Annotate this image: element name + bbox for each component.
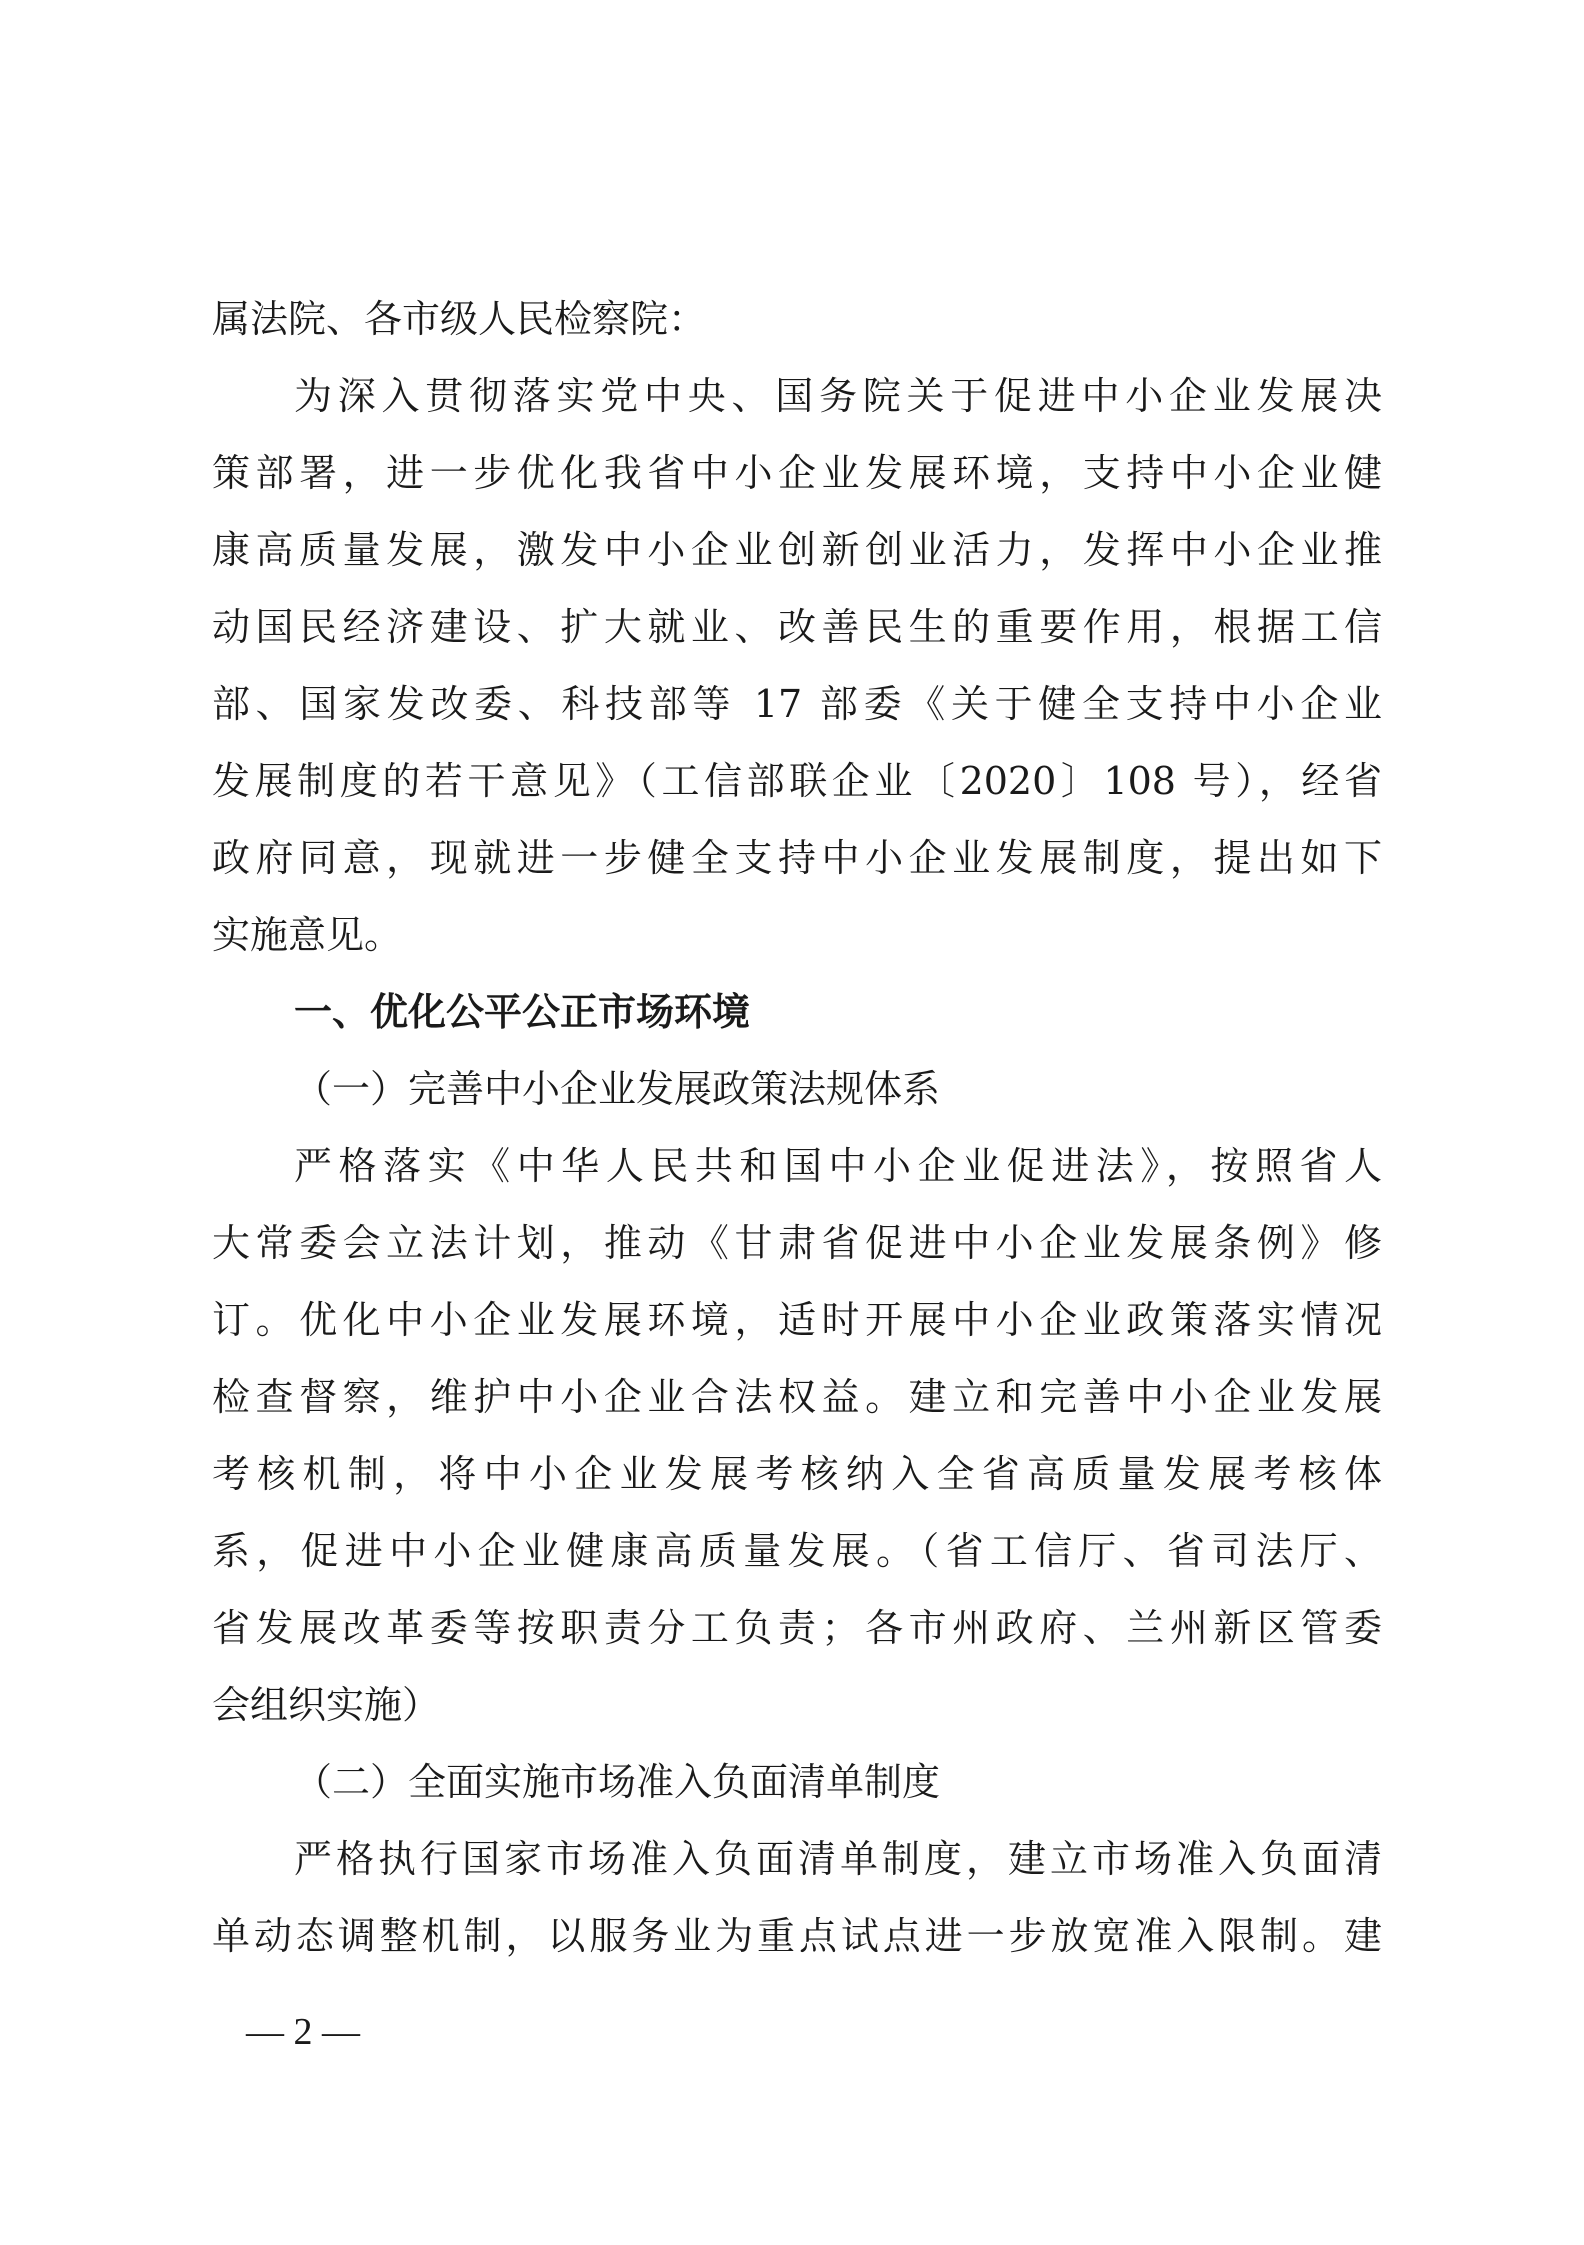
paragraph-line: 检查督察，维护中小企业合法权益。建立和完善中小企业发展 bbox=[212, 1375, 1382, 1419]
salutation-line: 属法院、各市级人民检察院： bbox=[212, 297, 707, 341]
paragraph-line: 订。优化中小企业发展环境，适时开展中小企业政策落实情况 bbox=[212, 1298, 1382, 1342]
paragraph-line: 发展制度的若干意见》（工信部联企业〔2020〕108 号），经省 bbox=[212, 759, 1382, 803]
paragraph-line: 系，促进中小企业健康高质量发展。（省工信厅、省司法厅、 bbox=[212, 1529, 1382, 1573]
paragraph-line: 单动态调整机制，以服务业为重点试点进一步放宽准入限制。建 bbox=[212, 1914, 1382, 1958]
paragraph-line: 动国民经济建设、扩大就业、改善民生的重要作用，根据工信 bbox=[212, 605, 1382, 649]
paragraph-line: 部、国家发改委、科技部等 17 部委《关于健全支持中小企业 bbox=[212, 682, 1382, 726]
paragraph-line: 严格执行国家市场准入负面清单制度，建立市场准入负面清 bbox=[294, 1837, 1382, 1881]
subsection-heading: （二）全面实施市场准入负面清单制度 bbox=[294, 1760, 941, 1804]
paragraph-line: 会组织实施） bbox=[212, 1683, 441, 1727]
paragraph-line: 考核机制，将中小企业发展考核纳入全省高质量发展考核体 bbox=[212, 1452, 1382, 1496]
section-heading: 一、优化公平公正市场环境 bbox=[294, 990, 751, 1034]
paragraph-line: 康高质量发展，激发中小企业创新创业活力，发挥中小企业推 bbox=[212, 528, 1382, 572]
paragraph-line: 实施意见。 bbox=[212, 913, 403, 957]
paragraph-line: 大常委会立法计划，推动《甘肃省促进中小企业发展条例》修 bbox=[212, 1221, 1382, 1265]
paragraph-line: 政府同意，现就进一步健全支持中小企业发展制度，提出如下 bbox=[212, 836, 1382, 880]
paragraph-line: 省发展改革委等按职责分工负责；各市州政府、兰州新区管委 bbox=[212, 1606, 1382, 1650]
paragraph-line: 为深入贯彻落实党中央、国务院关于促进中小企业发展决 bbox=[294, 374, 1382, 418]
paragraph-line: 策部署，进一步优化我省中小企业发展环境，支持中小企业健 bbox=[212, 451, 1382, 495]
page-number: — 2 — bbox=[246, 2011, 360, 2053]
paragraph-line: 严格落实《中华人民共和国中小企业促进法》，按照省人 bbox=[294, 1144, 1382, 1188]
subsection-heading: （一）完善中小企业发展政策法规体系 bbox=[294, 1067, 941, 1111]
